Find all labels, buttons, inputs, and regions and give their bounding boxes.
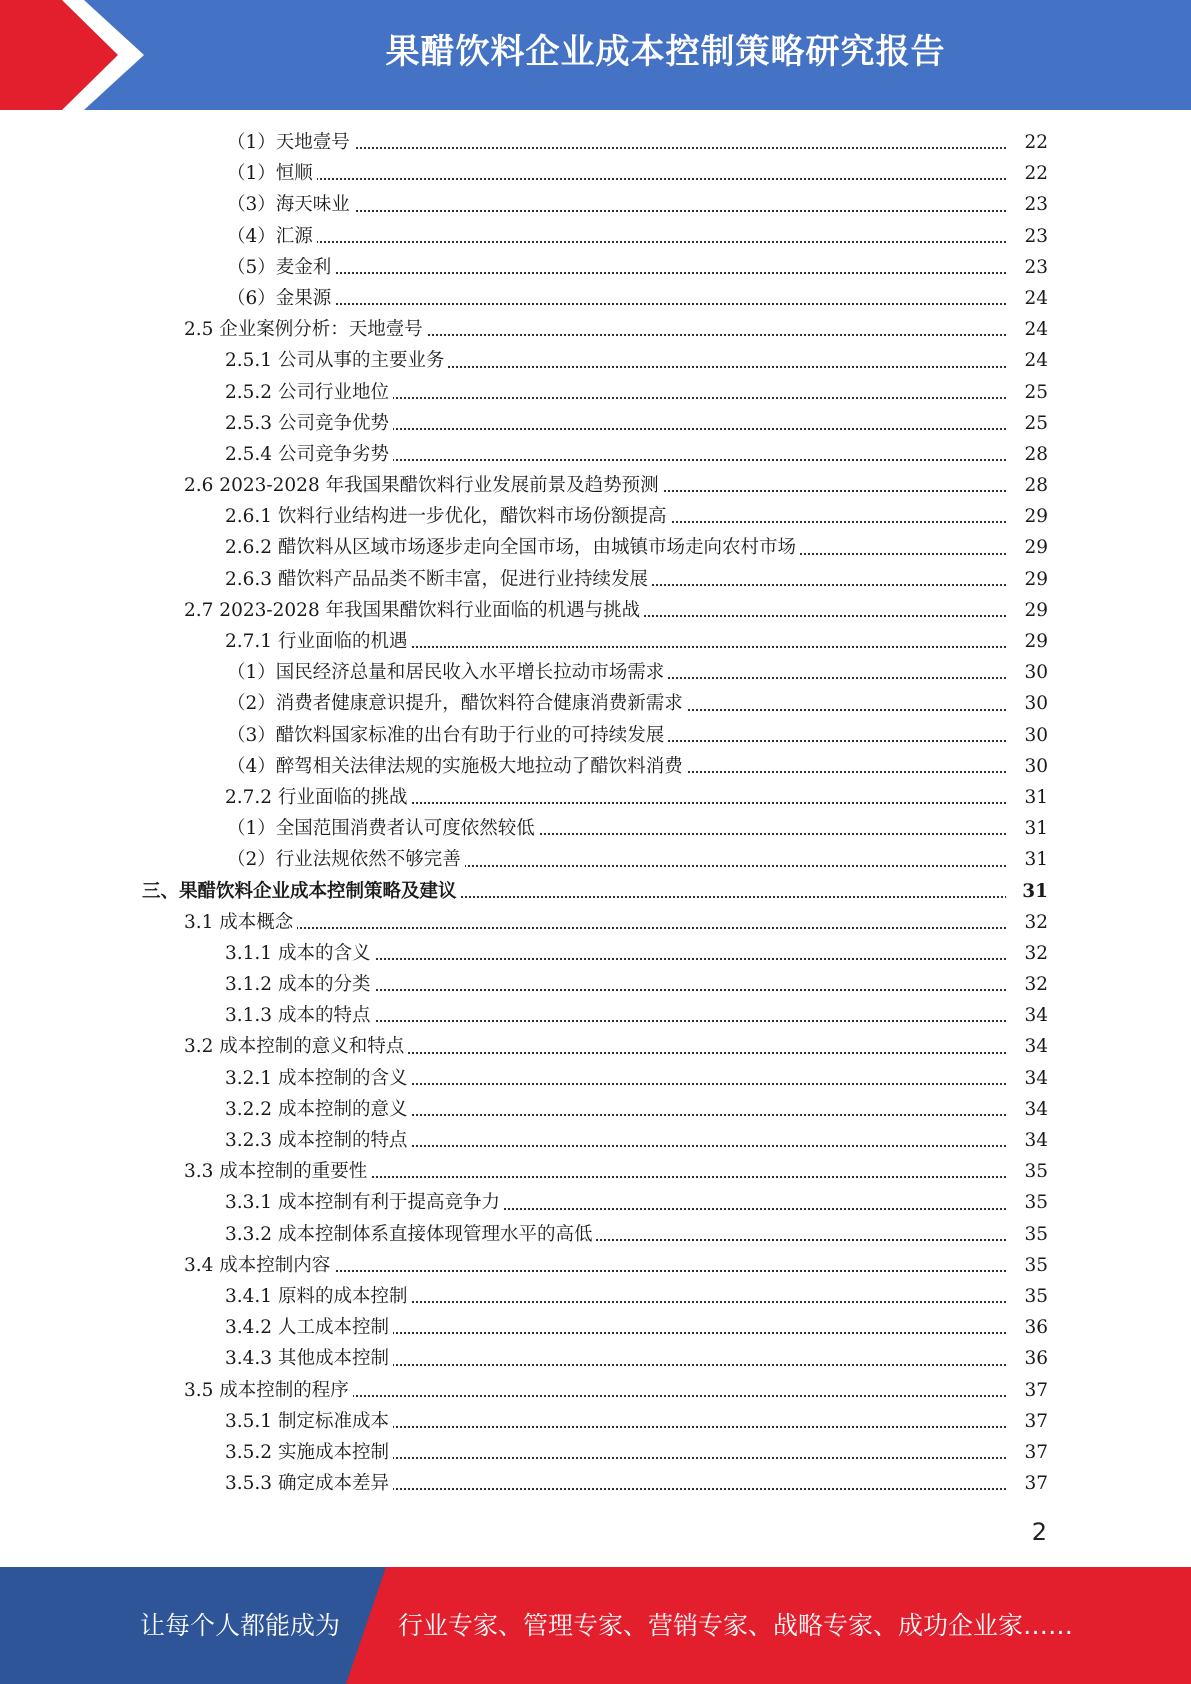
toc-entry-title: 2.5 企业案例分析：天地壹号	[184, 314, 427, 345]
toc-entry-title: 3.5.2 实施成本控制	[225, 1437, 393, 1468]
toc-entry-title: 3.4.1 原料的成本控制	[225, 1281, 411, 1312]
toc-entry-title: （3）海天味业	[227, 189, 354, 220]
toc-entry[interactable]	[0, 1468, 1191, 1499]
toc-entry[interactable]	[0, 720, 1191, 751]
toc-entry-page: 29	[1006, 564, 1048, 595]
toc-entry[interactable]	[0, 751, 1191, 782]
toc-entry[interactable]	[0, 626, 1191, 657]
toc-entry[interactable]	[0, 1406, 1191, 1437]
toc-entry[interactable]	[0, 1031, 1191, 1062]
toc-entry-page: 37	[1006, 1437, 1048, 1468]
toc-entry-title: 2.5.3 公司竞争优势	[225, 408, 393, 439]
toc-entry-page: 29	[1006, 501, 1048, 532]
toc-entry[interactable]	[0, 657, 1191, 688]
toc-entry-title: 2.7.1 行业面临的机遇	[225, 626, 411, 657]
toc-entry-page: 36	[1006, 1312, 1048, 1343]
toc-entry-page: 24	[1006, 345, 1048, 376]
toc-dot-leader	[227, 303, 1018, 305]
toc-entry-page: 30	[1006, 657, 1048, 688]
toc-entry[interactable]	[0, 470, 1191, 501]
toc-entry[interactable]	[0, 283, 1191, 314]
toc-entry[interactable]	[0, 876, 1191, 907]
toc-entry-title: 2.7 2023-2028 年我国果醋饮料行业面临的机遇与挑战	[184, 595, 644, 626]
toc-entry-page: 32	[1006, 938, 1048, 969]
toc-entry[interactable]	[0, 1000, 1191, 1031]
toc-entry-title: （1）天地壹号	[227, 127, 354, 158]
toc-entry-title: （1）恒顺	[227, 158, 317, 189]
toc-entry-page: 23	[1006, 221, 1048, 252]
page-number: 2	[1031, 1518, 1047, 1546]
toc-entry-title: （2）消费者健康意识提升，醋饮料符合健康消费新需求	[227, 688, 687, 719]
toc-entry-title: 3.2.3 成本控制的特点	[225, 1125, 411, 1156]
toc-entry-title: 2.6 2023-2028 年我国果醋饮料行业发展前景及趋势预测	[184, 470, 663, 501]
toc-entry-page: 35	[1006, 1187, 1048, 1218]
toc-entry-page: 34	[1006, 1031, 1048, 1062]
toc-entry-page: 29	[1006, 595, 1048, 626]
toc-entry-title: 3.3.1 成本控制有利于提高竞争力	[225, 1187, 504, 1218]
toc-entry[interactable]	[0, 564, 1191, 595]
toc-entry-title: 3.4 成本控制内容	[184, 1250, 334, 1281]
toc-entry[interactable]	[0, 408, 1191, 439]
toc-entry[interactable]	[0, 1343, 1191, 1374]
toc-entry-page: 31	[1006, 876, 1048, 907]
toc-entry-page: 25	[1006, 377, 1048, 408]
toc-entry[interactable]	[0, 595, 1191, 626]
toc-entry[interactable]	[0, 158, 1191, 189]
toc-entry-page: 24	[1006, 283, 1048, 314]
toc-entry-title: 3.1.2 成本的分类	[225, 969, 374, 1000]
toc-entry-title: （1）国民经济总量和居民收入水平增长拉动市场需求	[227, 657, 668, 688]
toc-entry[interactable]	[0, 314, 1191, 345]
toc-entry-page: 24	[1006, 314, 1048, 345]
page-header	[0, 0, 1191, 110]
toc-entry-page: 37	[1006, 1468, 1048, 1499]
toc-entry-title: （4）醉驾相关法律法规的实施极大地拉动了醋饮料消费	[227, 751, 687, 782]
toc-entry-page: 32	[1006, 969, 1048, 1000]
toc-entry[interactable]	[0, 532, 1191, 563]
toc-entry[interactable]	[0, 1219, 1191, 1250]
toc-entry-title: 3.4.3 其他成本控制	[225, 1343, 393, 1374]
toc-entry[interactable]	[0, 221, 1191, 252]
page-footer	[0, 1567, 1191, 1684]
toc-entry[interactable]	[0, 844, 1191, 875]
toc-entry-title: （2）行业法规依然不够完善	[227, 844, 465, 875]
toc-entry[interactable]	[0, 345, 1191, 376]
toc-entry[interactable]	[0, 501, 1191, 532]
toc-entry[interactable]	[0, 813, 1191, 844]
toc-entry-title: 2.5.2 公司行业地位	[225, 377, 393, 408]
toc-entry-page: 34	[1006, 1000, 1048, 1031]
toc-entry-page: 22	[1006, 127, 1048, 158]
toc-entry-title: 3.2.1 成本控制的含义	[225, 1063, 411, 1094]
toc-entry[interactable]	[0, 377, 1191, 408]
toc-entry[interactable]	[0, 938, 1191, 969]
toc-entry-page: 35	[1006, 1281, 1048, 1312]
toc-entry-page: 34	[1006, 1094, 1048, 1125]
toc-entry-page: 32	[1006, 907, 1048, 938]
toc-entry-title: 3.1 成本概念	[184, 907, 297, 938]
toc-entry-page: 36	[1006, 1343, 1048, 1374]
toc-entry[interactable]	[0, 1250, 1191, 1281]
toc-entry[interactable]	[0, 907, 1191, 938]
table-of-contents	[0, 127, 1191, 1499]
toc-dot-leader	[227, 178, 1018, 180]
toc-entry-page: 30	[1006, 751, 1048, 782]
toc-entry-title: 3.5.1 制定标准成本	[225, 1406, 393, 1437]
toc-entry-page: 34	[1006, 1063, 1048, 1094]
toc-entry[interactable]	[0, 1063, 1191, 1094]
toc-entry-title: 3.3.2 成本控制体系直接体现管理水平的高低	[225, 1219, 596, 1250]
toc-entry-page: 29	[1006, 626, 1048, 657]
toc-entry-title: 3.5.3 确定成本差异	[225, 1468, 393, 1499]
toc-entry[interactable]	[0, 1281, 1191, 1312]
toc-entry-page: 37	[1006, 1375, 1048, 1406]
toc-entry-page: 37	[1006, 1406, 1048, 1437]
toc-entry-page: 25	[1006, 408, 1048, 439]
toc-entry[interactable]	[0, 1312, 1191, 1343]
header-arrow-decoration	[0, 0, 150, 110]
toc-entry-page: 28	[1006, 470, 1048, 501]
toc-entry[interactable]	[0, 127, 1191, 158]
toc-entry[interactable]	[0, 969, 1191, 1000]
toc-entry-page: 34	[1006, 1125, 1048, 1156]
toc-entry-title: 3.3 成本控制的重要性	[184, 1156, 371, 1187]
toc-entry-page: 31	[1006, 844, 1048, 875]
toc-entry-title: （1）全国范围消费者认可度依然较低	[227, 813, 539, 844]
toc-dot-leader	[184, 927, 1018, 929]
toc-entry-title: 3.4.2 人工成本控制	[225, 1312, 393, 1343]
footer-slogan-right: 行业专家、管理专家、营销专家、战略专家、成功企业家……	[398, 1611, 1074, 1640]
toc-entry-title: （4）汇源	[227, 221, 317, 252]
toc-entry[interactable]	[0, 1187, 1191, 1218]
toc-entry-page: 23	[1006, 189, 1048, 220]
document-title: 果醋饮料企业成本控制策略研究报告	[385, 32, 946, 72]
toc-entry[interactable]	[0, 1437, 1191, 1468]
toc-entry-page: 23	[1006, 252, 1048, 283]
toc-entry-title: 3.1.3 成本的特点	[225, 1000, 374, 1031]
toc-entry-page: 30	[1006, 688, 1048, 719]
footer-slogan-left: 让每个人都能成为	[140, 1611, 341, 1640]
toc-entry[interactable]	[0, 688, 1191, 719]
toc-entry-title: 2.6.3 醋饮料产品品类不断丰富，促进行业持续发展	[225, 564, 652, 595]
toc-entry-title: （6）金果源	[227, 283, 335, 314]
toc-entry-page: 28	[1006, 439, 1048, 470]
toc-entry[interactable]	[0, 1156, 1191, 1187]
toc-entry[interactable]	[0, 1094, 1191, 1125]
toc-entry[interactable]	[0, 782, 1191, 813]
toc-entry[interactable]	[0, 1125, 1191, 1156]
toc-entry-page: 31	[1006, 813, 1048, 844]
toc-entry[interactable]	[0, 189, 1191, 220]
toc-entry-page: 35	[1006, 1250, 1048, 1281]
toc-entry-page: 30	[1006, 720, 1048, 751]
toc-entry[interactable]	[0, 252, 1191, 283]
toc-entry-page: 29	[1006, 532, 1048, 563]
toc-entry-title: （5）麦金利	[227, 252, 335, 283]
toc-entry-title: 2.5.1 公司从事的主要业务	[225, 345, 448, 376]
toc-entry-title: 3.5 成本控制的程序	[184, 1375, 353, 1406]
toc-entry[interactable]	[0, 439, 1191, 470]
toc-entry[interactable]	[0, 1375, 1191, 1406]
toc-entry-title: （3）醋饮料国家标准的出台有助于行业的可持续发展	[227, 720, 668, 751]
toc-entry-page: 31	[1006, 782, 1048, 813]
toc-entry-title: 2.6.1 饮料行业结构进一步优化，醋饮料市场份额提高	[225, 501, 670, 532]
toc-entry-title: 3.2 成本控制的意义和特点	[184, 1031, 408, 1062]
toc-entry-title: 3.1.1 成本的含义	[225, 938, 374, 969]
toc-entry-page: 35	[1006, 1156, 1048, 1187]
toc-entry-title: 2.6.2 醋饮料从区域市场逐步走向全国市场，由城镇市场走向农村市场	[225, 532, 800, 563]
toc-dot-leader	[227, 272, 1018, 274]
toc-dot-leader	[227, 241, 1018, 243]
toc-entry-title: 2.5.4 公司竞争劣势	[225, 439, 393, 470]
toc-entry-title: 3.2.2 成本控制的意义	[225, 1094, 411, 1125]
toc-entry-page: 35	[1006, 1219, 1048, 1250]
toc-entry-title: 2.7.2 行业面临的挑战	[225, 782, 411, 813]
toc-entry-title: 三、果醋饮料企业成本控制策略及建议	[142, 876, 461, 907]
toc-entry-page: 22	[1006, 158, 1048, 189]
